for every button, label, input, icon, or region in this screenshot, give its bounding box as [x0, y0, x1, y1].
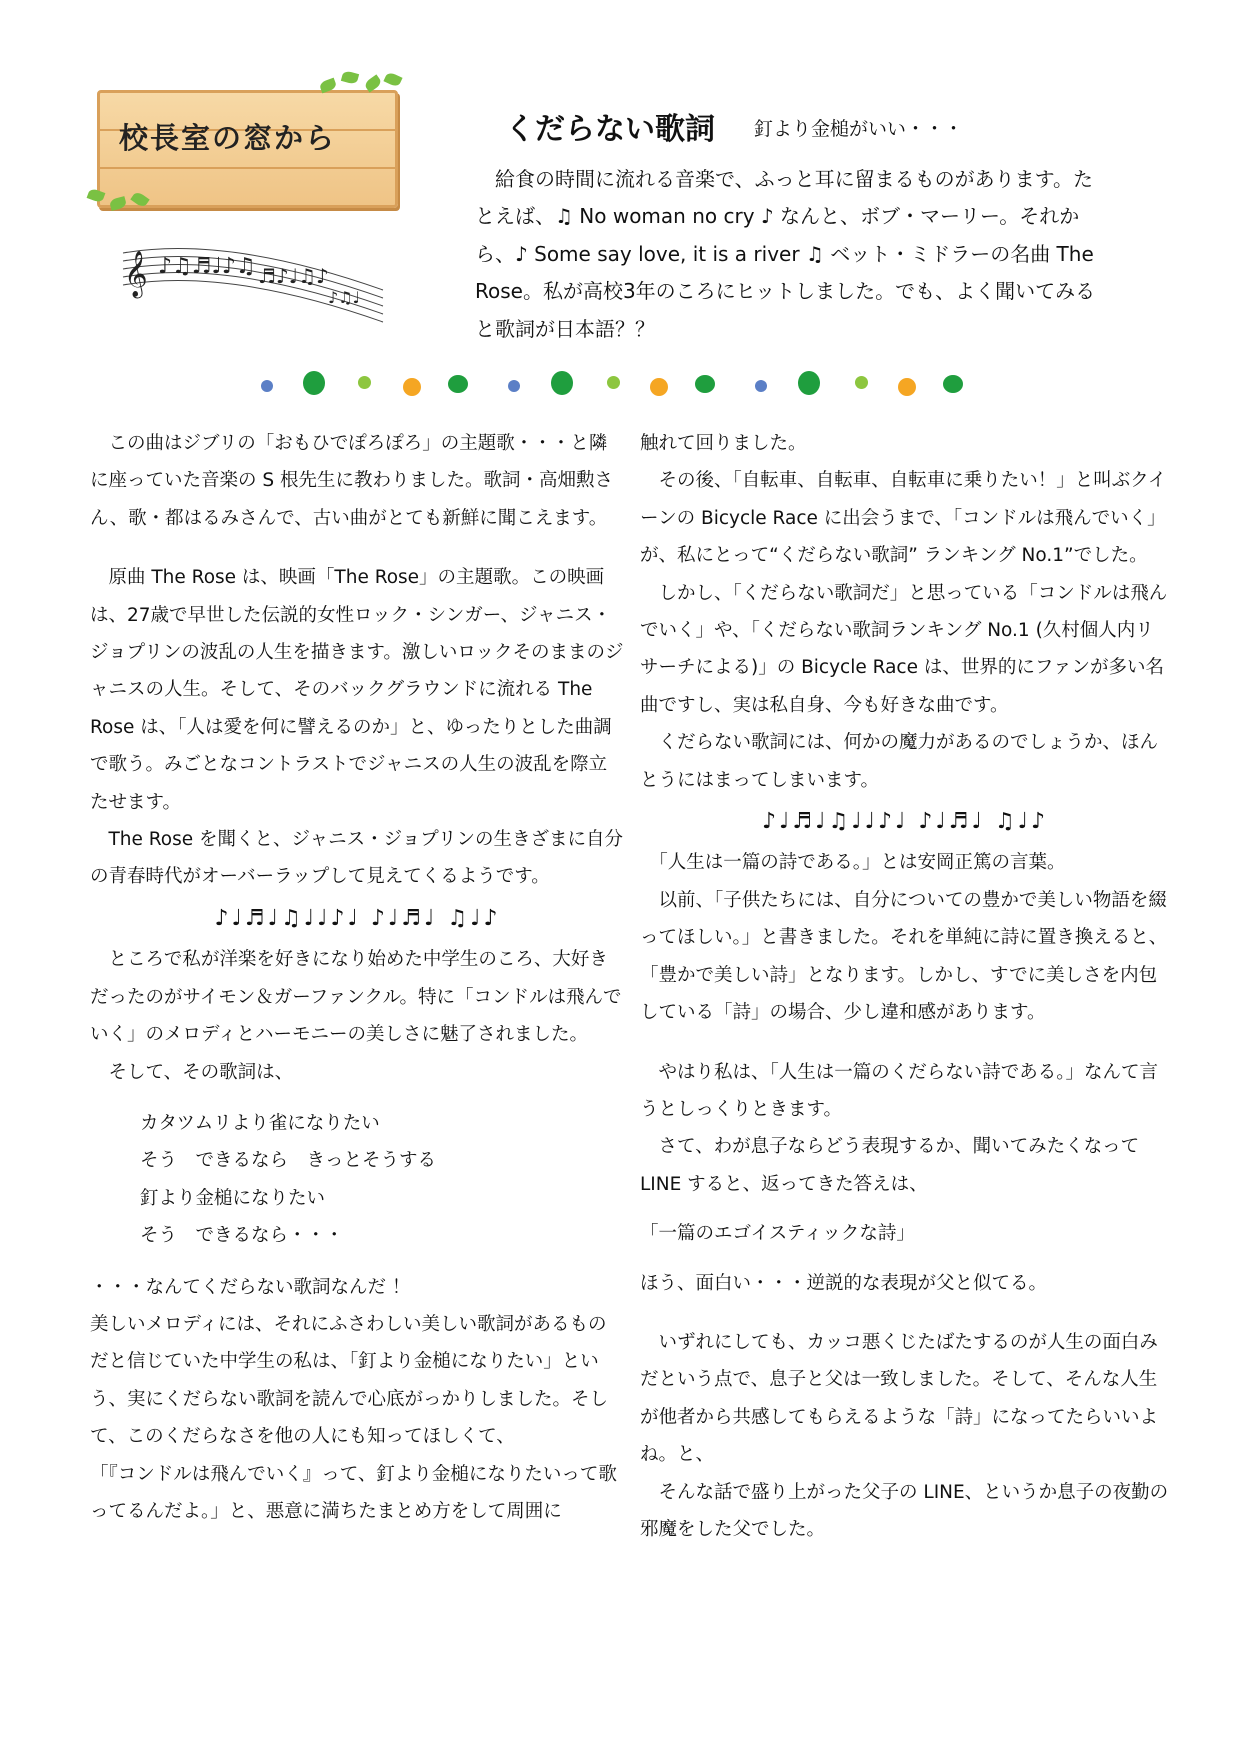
paragraph: 「『コンドルは飛んでいく』って、釘より金槌になりたいって歌ってるんだよ。」と、悪意に満ちたまとめ方をして周囲に: [90, 1463, 617, 1522]
paragraph: その後、「自転車、自転車、自転車に乗りたい！」と叫ぶクイーンの Bicycle Race に出会うまで、「コンドルは飛んでいく」が、私にとって“くだらない歌詞” ランキング No.1”でした。: [640, 470, 1167, 567]
divider-dot: [607, 376, 620, 389]
dot-divider: [255, 363, 975, 403]
svg-text:♪♫♬♩♪♫: ♪♫♬♩♪♫: [158, 254, 256, 279]
divider-dot: [551, 371, 573, 395]
sign-label: 校長室の窓から: [118, 121, 336, 155]
divider-dot: [650, 378, 668, 396]
divider-dot: [798, 371, 820, 395]
divider-dot: [508, 380, 520, 392]
paragraph: 「一篇のエゴイスティックな詩」: [640, 1223, 915, 1245]
music-notes-line: ♪♩♬♩♫♩♩♪♩ ♪♩♬♩ ♫♩♪: [761, 809, 1049, 835]
divider-dot: [898, 378, 916, 396]
paragraph: やはり私は、「人生は一篇のくだらない詩である。」なんて言うとしっくりときます。: [640, 1061, 1159, 1120]
paragraph: 触れて回りました。: [640, 433, 807, 454]
article-subtitle: 釘より金槌がいい・・・: [754, 118, 964, 140]
intro-paragraph: 給食の時間に流れる音楽で、ふっと耳に留まるものがあります。たとえば、♫ No woman no cry ♪ なんと、ボブ・マーリー。それから、♪ Some say love, it is a river ♫ ベット・ミドラーの名曲 The Rose。私が高校3年のころにヒットしました。でも、よく聞いてみると歌詞が日本語？？: [475, 167, 1096, 341]
lyric-line: そう できるなら・・・: [140, 1225, 344, 1247]
divider-dot: [695, 375, 715, 393]
lyric-line: 釘より金槌になりたい: [140, 1187, 326, 1209]
divider-dot: [855, 376, 868, 389]
divider-dot: [303, 371, 325, 395]
music-notes-icon: [118, 235, 388, 330]
leaf-icon: [341, 70, 359, 85]
divider-dot: [448, 375, 468, 393]
lyric-line: カタツムリより雀になりたい: [140, 1112, 380, 1134]
paragraph: そんな話で盛り上がった父子の LINE、というか息子の夜勤の邪魔をした父でした。: [640, 1481, 1169, 1540]
divider-dot: [755, 380, 767, 392]
paragraph: ・・・なんてくだらない歌詞なんだ ！: [90, 1276, 411, 1298]
paragraph: いずれにしても、カッコ悪くじたばたするのが人生の面白みだという点で、息子と父は一致しました。そして、そんな人生が他者から共感してもらえるような「詩」になってたらいいよね。と、: [640, 1331, 1159, 1466]
paragraph: 原曲 The Rose は、映画「The Rose」の主題歌。この映画は、27歳で早世した伝説的女性ロック・シンガー、ジャニス・ジョプリンの波乱の人生を描きます。激しいロックそのままのジャニスの人生。そして、そのバックグラウンドに流れる The Rose は、「人は愛を何に譬えるのか」と、ゆったりとした曲調で歌う。みごとなコントラストでジャニスの人生の波乱を際立たせます。: [90, 567, 624, 813]
paragraph: 美しいメロディには、それにふさわしい美しい歌詞があるものだと信じていた中学生の私は、「釘より金槌になりたい」という、実にくだらない歌詞を読んで心底がっかりしました。そして、このくだらなさを他の人にも知ってほしくて、: [90, 1313, 609, 1448]
divider-dot: [943, 375, 963, 393]
paragraph: 以前、「子供たちには、自分についての豊かで美しい物語を綴ってほしい。」と書きました。それを単純に詩に置き換えると、「豊かで美しい詩」となります。しかし、すでに美しさを内包している「詩」の場合、少し違和感があります。: [640, 889, 1168, 1024]
paragraph: そして、その歌詞は、: [90, 1061, 294, 1083]
paragraph: The Rose を聞くと、ジャニス・ジョプリンの生きざまに自分の青春時代がオーバーラップして見えてくるようです。: [90, 829, 624, 888]
divider-dot: [261, 380, 273, 392]
paragraph: ほう、面白い・・・逆説的な表現が父と似てる。: [640, 1272, 1048, 1294]
sign-plank-line: [100, 167, 395, 169]
lyric-line: そう できるなら きっとそうする: [140, 1150, 437, 1172]
divider-dot: [403, 378, 421, 396]
paragraph: ところで私が洋楽を好きになり始めた中学生のころ、大好きだったのがサイモン＆ガーファンクル。特に「コンドルは飛んでいく」のメロディとハーモニーの美しさに魅了されました。: [90, 949, 622, 1046]
svg-text:♬♪♩♫♪: ♬♪♩♫♪: [258, 264, 329, 288]
paragraph: さて、わが息子ならどう表現するか、聞いてみたくなって LINE すると、返ってきた答えは、: [640, 1136, 1146, 1195]
paragraph: くだらない歌詞には、何かの魔力があるのでしょうか、ほんとうにはまってしまいます。: [640, 732, 1159, 791]
title-sign: [80, 78, 410, 218]
divider-dot: [358, 376, 371, 389]
paragraph: この曲はジブリの「おもひでぽろぽろ」の主題歌・・・と隣に座っていた音楽の S 根先生に教わりました。歌詞・高畑勲さん、歌・都はるみさんで、古い曲がとても新鮮に聞こえます。: [90, 433, 614, 529]
svg-text:𝄞: 𝄞: [124, 251, 148, 297]
left-column: [90, 425, 625, 1530]
leaf-icon: [383, 71, 402, 88]
article-title: くだらない歌詞: [505, 112, 715, 147]
paragraph: しかし、「くだらない歌詞だ」と思っている「コンドルは飛んでいく」や、「くだらない歌詞ランキング No.1 (久村個人内リサーチによる)」の Bicycle Race は、世界的にファンが多い名曲ですし、実は私自身、今も好きな曲です。: [640, 582, 1168, 716]
right-column: [640, 425, 1170, 1548]
svg-text:♪♫♩: ♪♫♩: [328, 288, 361, 307]
paragraph: 「人生は一篇の詩である。」とは安岡正篤の言葉。: [640, 852, 1066, 874]
music-notes-line: ♪♩♬♩♫♩♩♪♩ ♪♩♬♩ ♫♩♪: [214, 905, 501, 931]
